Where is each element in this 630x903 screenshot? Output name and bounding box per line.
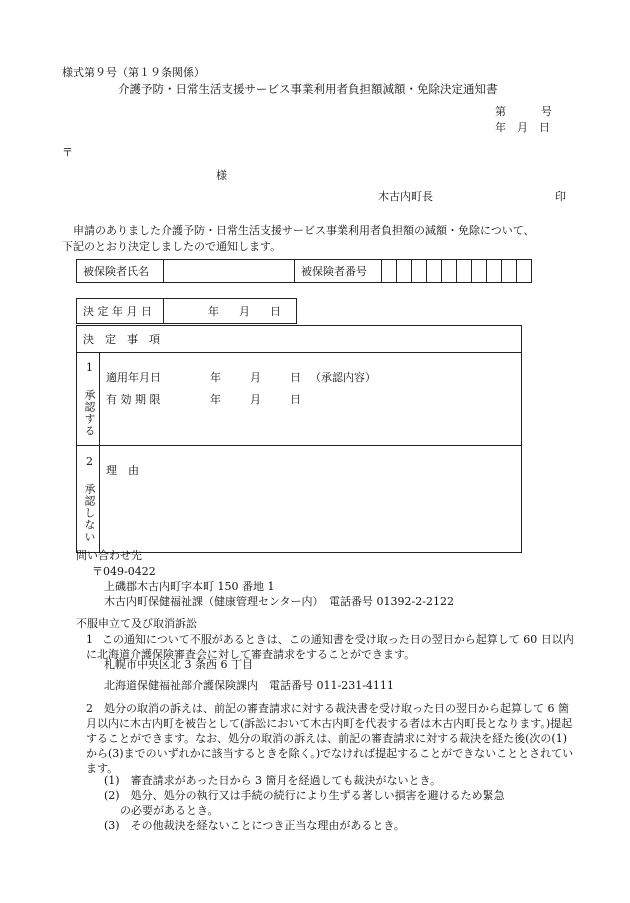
appeal-paragraph-1-text: この通知について不服があるときは、この通知書を受け取った日の翌日から起算して 60 日以内に北海道介護保険審査会に対して審査請求をすることができます。 [86,633,574,661]
number-suffix: 号 [541,105,552,118]
recipient-honorific: 様 [216,169,227,182]
valid-period-label: 有 効 期 限 [106,393,161,406]
month-label: 月 [250,393,261,406]
exception-item-2: (2) 処分、処分の執行又は手続の続行により生ずる著しい損害を避けるため緊急 [104,789,505,802]
sender-name: 木古内町長 [378,190,433,203]
year-label: 年 [210,371,221,384]
deny-section-label: 2 承認しない [77,446,100,553]
insured-number-digit[interactable] [397,260,412,283]
approval-content-label: （承認内容） [310,371,376,384]
year-label: 年 [210,393,221,406]
insured-number-digit[interactable] [427,260,442,283]
insured-number-digit[interactable] [502,260,517,283]
contact-heading: 問い合わせ先 [76,549,142,562]
insured-name-field[interactable] [164,260,295,283]
review-board-address: 札幌市中央区北 3 条西 6 丁目 [104,658,253,671]
decision-items-header: 決 定 事 項 [77,326,522,353]
decision-items-table [76,325,522,553]
decision-date-table [76,298,297,324]
intro-text [62,223,572,255]
exception-item-1: (1) 審査請求があった日から 3 箇月を経過しても裁決がないとき。 [104,774,442,787]
month-label: 月 [250,371,261,384]
deny-section-body [100,446,522,553]
number-prefix: 第 [495,105,506,118]
insured-info-table [76,259,532,283]
contact-zip: 〒049-0422 [92,565,156,578]
decision-date-field[interactable] [164,299,297,324]
reason-label: 理 由 [106,464,139,477]
valid-period-row [106,389,515,411]
year-label: 年 [208,305,219,318]
insured-number-digit[interactable] [442,260,457,283]
day-label: 日 [290,393,301,406]
apply-date-row [106,367,515,389]
exception-item-3: (3) その他裁決を経ないことにつき正当な理由があるとき。 [104,819,405,832]
decision-date-label: 決 定 年 月 日 [77,299,164,324]
approve-section-label: 1 承認する [77,353,100,446]
appeal-paragraph-1-number: 1 [86,633,93,646]
appeal-heading: 不服申立て及び取消訴訟 [76,617,197,630]
day-label: 日 [270,305,281,318]
month-label: 月 [239,305,250,318]
insured-number-digit[interactable] [517,260,532,283]
insured-number-digit[interactable] [457,260,472,283]
postal-mark: 〒 [62,146,73,159]
document-title: 介護予防・日常生活支援サービス事業利用者負担額減額・免除決定通知書 [118,82,498,96]
insured-name-label: 被保険者氏名 [77,260,164,283]
intro-line-2: 下記のとおり決定しましたので通知します。 [62,240,282,253]
seal-mark: 印 [555,190,566,203]
insured-number-label: 被保険者番号 [295,260,382,283]
contact-department: 木古内町保健福祉課（健康管理センター内） 電話番号 01392-2-2122 [104,595,454,608]
contact-address: 上磯郡木古内町字本町 150 番地 1 [104,580,275,593]
form-number: 様式第９号（第１９条関係） [62,66,205,79]
approve-section-body [100,353,522,446]
exception-item-2-continued: の必要があるとき。 [120,804,219,817]
apply-date-label: 適用年月日 [106,371,161,384]
insured-number-digit[interactable] [382,260,397,283]
intro-line-1: 申請のありました介護予防・日常生活支援サービス事業利用者負担額の減額・免除について、 [73,224,535,237]
appeal-exceptions-list [104,773,574,833]
appeal-paragraph-2: 2 処分の取消の訴えは、前記の審査請求に対する裁決書を受け取った日の翌日から起算して 6 箇月以内に木古内町を被告として(訴訟において木古内町を代表する者は木古内町長となります。)提起することができます。なお、処分の取消の訴えは、前記の審査請求に対する裁決を経た後(次の(1)から(3)までのいずれかに該当するときを除く。)でなければ提起することができないこととされています。 [86,702,574,775]
day-label: 日 [290,371,301,384]
issue-date: 年 月 日 [495,121,550,134]
insured-number-digit[interactable] [472,260,487,283]
review-board-department: 北海道保健福祉部介護保険課内 電話番号 011-231-4111 [104,679,394,692]
insured-number-digit[interactable] [487,260,502,283]
insured-number-digit[interactable] [412,260,427,283]
